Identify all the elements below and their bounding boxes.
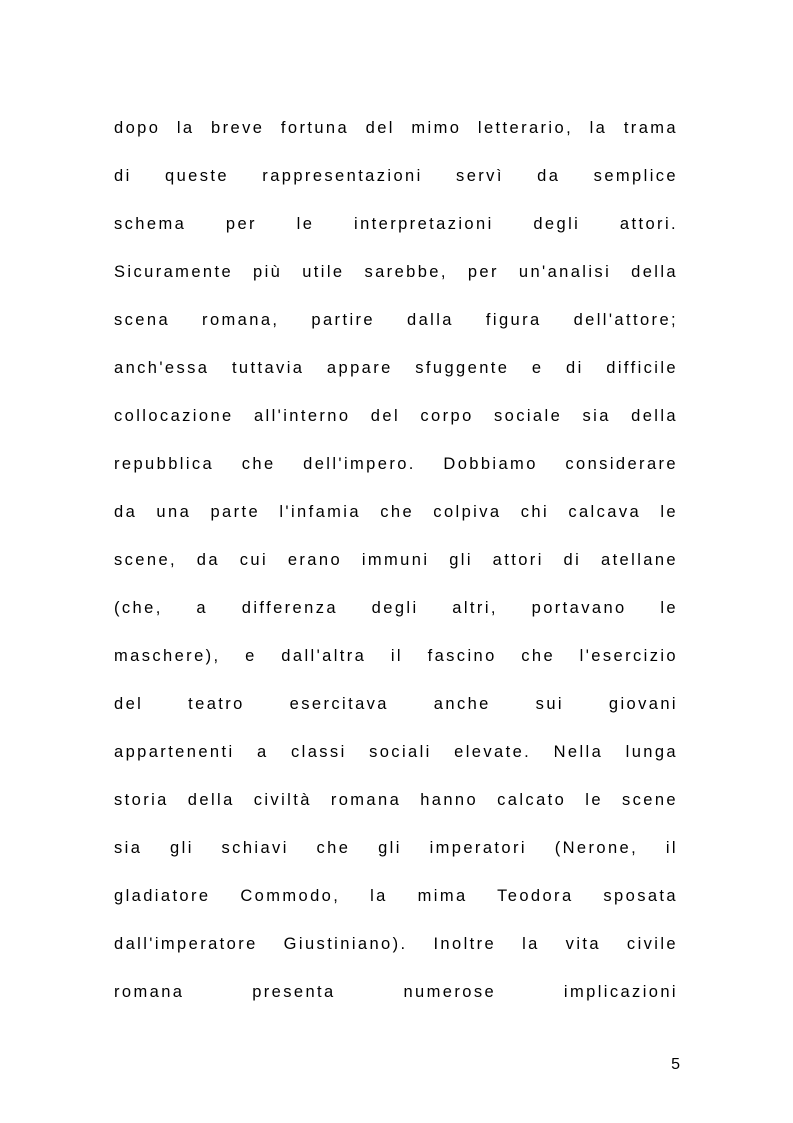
text-line: gladiatore Commodo, la mima Teodora sposata [114, 887, 678, 905]
text-line: anch'essa tuttavia appare sfuggente e di difficile [114, 359, 678, 377]
page-number: 5 [671, 1056, 680, 1073]
text-line: romana presenta numerose implicazioni [114, 983, 678, 1001]
text-line: maschere), e dall'altra il fascino che l'esercizio [114, 647, 678, 665]
text-line: sia gli schiavi che gli imperatori (Nerone, il [114, 839, 678, 857]
text-line: scena romana, partire dalla figura dell'attore; [114, 311, 678, 329]
text-line: dall'imperatore Giustiniano). Inoltre la vita civile [114, 935, 678, 953]
text-line: collocazione all'interno del corpo sociale sia della [114, 407, 678, 425]
text-line: scene, da cui erano immuni gli attori di atellane [114, 551, 678, 569]
text-line: da una parte l'infamia che colpiva chi calcava le [114, 503, 678, 521]
text-line: (che, a differenza degli altri, portavano le [114, 599, 678, 617]
body-text [114, 116, 678, 1028]
text-line: del teatro esercitava anche sui giovani [114, 695, 678, 713]
text-line: appartenenti a classi sociali elevate. Nella lunga [114, 743, 678, 761]
text-line: di queste rappresentazioni servì da semplice [114, 167, 678, 185]
text-line: schema per le interpretazioni degli attori. [114, 215, 678, 233]
text-line: Sicuramente più utile sarebbe, per un'analisi della [114, 263, 678, 281]
text-line: dopo la breve fortuna del mimo letterario, la trama [114, 119, 678, 137]
text-line: repubblica che dell'impero. Dobbiamo considerare [114, 455, 678, 473]
text-line: storia della civiltà romana hanno calcato le scene [114, 791, 678, 809]
